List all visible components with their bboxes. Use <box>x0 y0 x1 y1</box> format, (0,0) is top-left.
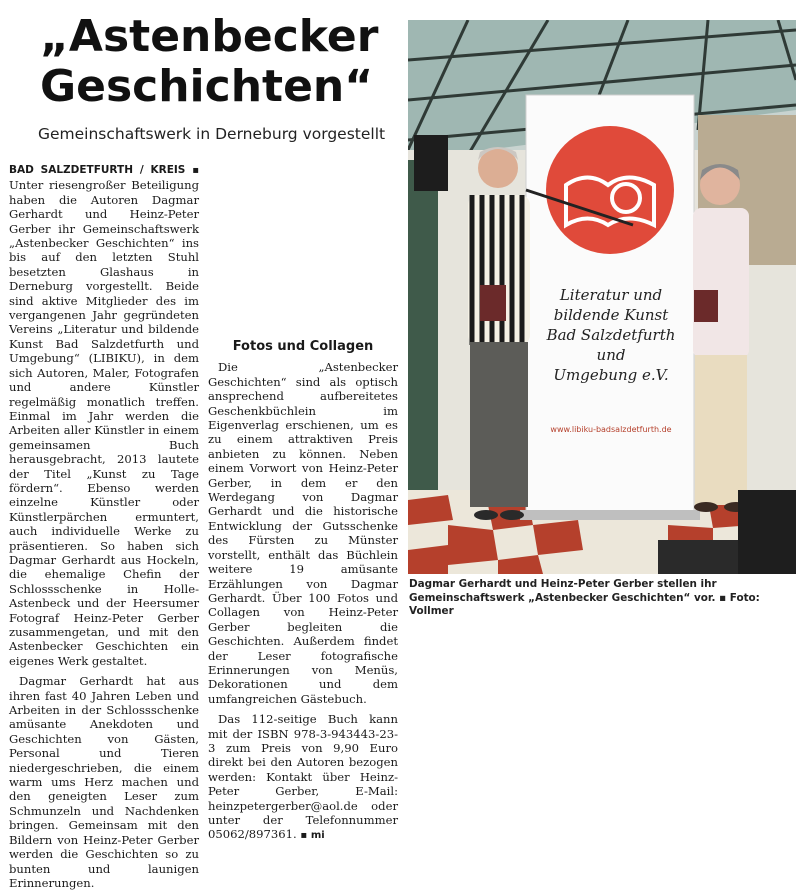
banner-text-2: bildende Kunst <box>553 306 669 324</box>
banner-text-4: und <box>596 346 626 364</box>
article-column-2 <box>208 162 398 850</box>
crosshead: Fotos und Collagen <box>232 339 374 354</box>
banner-url: www.libiku-badsalzdetfurth.de <box>550 425 672 434</box>
dateline-square: ▪ <box>192 165 199 176</box>
banner-text-1: Literatur und <box>559 286 663 304</box>
paragraph-4 <box>208 712 398 844</box>
photo-caption <box>409 578 797 619</box>
end-square: ▪ <box>300 830 308 842</box>
banner-text-5: Umgebung e.V. <box>553 366 669 384</box>
dateline: BAD SALZDETFURTH / KREIS <box>9 164 186 176</box>
paragraph-2: Dagmar Gerhardt hat aus ihren fast 40 Jahren Leben und Arbeiten in der Schlossschenke amüsante Anekdoten und Geschichten von Gästen, Personal und Tieren niedergeschrieben, die einem warm ums Herz machen und den geneigten Leser zum Schmunzeln und Nachdenken bringen. Gemeinsam mit den Bildern von Heinz-Peter Gerber werden die Geschichten so zu bunten und launigen Erinnerungen. <box>9 674 199 890</box>
photo-credit: Foto: Vollmer <box>409 591 760 617</box>
article-photo <box>408 20 796 574</box>
photo-illustration <box>408 20 796 574</box>
paragraph-1-text: Unter riesengroßer Beteiligung haben die Autoren Dagmar Gerhardt und Heinz-Peter Gerber ihr Gemeinschaftswerk „Astenbecker Geschichten“ ins bis auf den letzten Stuhl besetzten Glashaus in Derneburg vorgestellt. Beide sind aktive Mitglieder des im vergangenen Jahr gegründeten Vereins „Literatur und bildende Kunst Bad Salzdetfurth und Umgebung“ (LIBIKU), in dem sich Autoren, Maler, Fotografen und andere Künstler regelmäßig monatlich treffen. Einmal im Jahr werden die Arbeiten aller Künstler in einem gemeinsamen Buch herausgebracht, 2013 lautete der Titel „Kunst zu Tage fördern“. Ebenso werden einzelne Künstler oder Künstlerpärchen ermuntert, auch individuelle Werke zu präsentieren. So haben sich Dagmar Gerhardt aus Hockeln, die ehemalige Chefin der Schlossschenke in Holle-Astenbeck und der Heersumer Fotograf Heinz-Peter Gerber zusammengetan, und mit den Astenbecker Geschichten ein eigenes Werk gestaltet. <box>9 178 199 668</box>
headline-line-1: „Astenbecker <box>40 11 379 62</box>
headline-line-2: Geschichten“ <box>40 61 374 112</box>
subheadline: Gemeinschaftswerk in Derneburg vorgestellt <box>38 125 386 143</box>
banner-text-3: Bad Salzdetfurth <box>546 326 676 344</box>
paragraph-4-text: Das 112-seitige Buch kann mit der ISBN 978-3-943443-23-3 zum Preis von 9,90 Euro direkt bei den Autoren bezogen werden: Kontakt über Heinz-Peter Gerber, E-Mail: heinzpetergerber@aol.de oder unter der Telefonnummer 05062/897361. <box>208 712 398 842</box>
caption-square: ▪ <box>719 591 727 604</box>
book-held-left <box>480 285 506 321</box>
book-held-right <box>694 290 718 322</box>
article-column-1 <box>9 162 199 896</box>
headline <box>40 12 400 112</box>
paragraph-1 <box>9 162 199 668</box>
caption-text: Dagmar Gerhardt und Heinz-Peter Gerber stellen ihr Gemeinschaftswerk „Astenbecker Geschichten“ vor. <box>409 578 717 604</box>
author-signoff: mi <box>310 830 325 842</box>
paragraph-3: Die „Astenbecker Geschichten“ sind als optisch ansprechend aufbereitetes Geschenkbüchlein im Eigenverlag erschienen, um es zu einem attraktiven Preis anbieten zu können. Neben einem Vorwort von Heinz-Peter Gerber, in dem er den Werdegang von Dagmar Gerhardt und die historische Entwicklung der Gutsschenke des Fürsten zu Münster vorstellt, enthält das Büchlein weitere 19 amüsante Erzählungen von Dagmar Gerhardt. Über 100 Fotos und Collagen von Heinz-Peter Gerber begleiten die Geschichten. Außerdem findet der Leser fotografische Erinnerungen von Menüs, Dekorationen und dem umfangreichen Gästebuch. <box>208 360 398 706</box>
